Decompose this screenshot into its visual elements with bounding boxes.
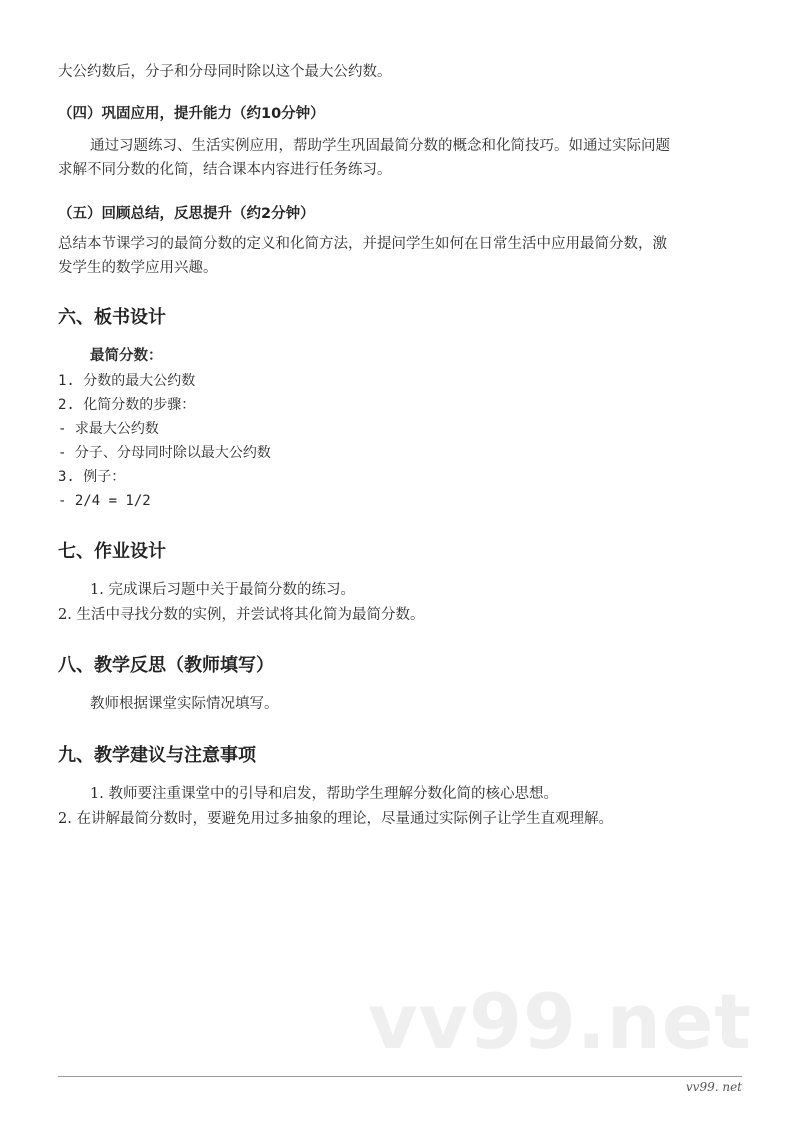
section4-paragraph-line2: 求解不同分数的化简，结合课本内容进行任务练习。 <box>58 162 392 178</box>
board-title: 最简分数： <box>90 348 163 364</box>
homework-item: 2. 生活中寻找分数的实例，并尝试将其化简为最简分数。 <box>58 607 425 623</box>
board-line: - 2/4 = 1/2 <box>58 493 151 509</box>
board-line: - 分子、分母同时除以最大公约数 <box>58 445 271 461</box>
watermark: vv99.net <box>368 977 752 1066</box>
advice-heading: 九、教学建议与注意事项 <box>58 745 256 766</box>
section4-paragraph-line1: 通过习题练习、生活实例应用，帮助学生巩固最简分数的概念和化简技巧。如通过实际问题 <box>90 138 670 154</box>
homework-item: 1. 完成课后习题中关于最简分数的练习。 <box>90 582 355 598</box>
board-line: 2. 化简分数的步骤： <box>58 397 196 413</box>
intro-text: 大公约数后，分子和分母同时除以这个最大公约数。 <box>58 64 392 80</box>
homework-heading: 七、作业设计 <box>58 541 166 562</box>
footer-divider <box>58 1076 742 1077</box>
section5-heading: （五）回顾总结，反思提升（约2分钟） <box>58 206 315 222</box>
footer-site-label: vv99. net <box>685 1080 742 1094</box>
section5-paragraph-line2: 发学生的数学应用兴趣。 <box>58 260 218 276</box>
advice-item: 1. 教师要注重课堂中的引导和启发，帮助学生理解分数化简的核心思想。 <box>90 786 558 802</box>
board-line: 3. 例子： <box>58 469 126 485</box>
advice-item: 2. 在讲解最简分数时，要避免用过多抽象的理论，尽量通过实际例子让学生直观理解。 <box>58 811 613 827</box>
section5-paragraph-line1: 总结本节课学习的最简分数的定义和化简方法，并提问学生如何在日常生活中应用最简分数，激 <box>58 236 667 252</box>
section4-heading: （四）巩固应用，提升能力（约10分钟） <box>58 106 325 122</box>
board-line: 1. 分数的最大公约数 <box>58 373 196 389</box>
board-line: - 求最大公约数 <box>58 421 159 437</box>
board-design-heading: 六、板书设计 <box>58 307 166 328</box>
reflection-heading: 八、教学反思（教师填写） <box>58 655 274 676</box>
reflection-text: 教师根据课堂实际情况填写。 <box>90 696 279 712</box>
